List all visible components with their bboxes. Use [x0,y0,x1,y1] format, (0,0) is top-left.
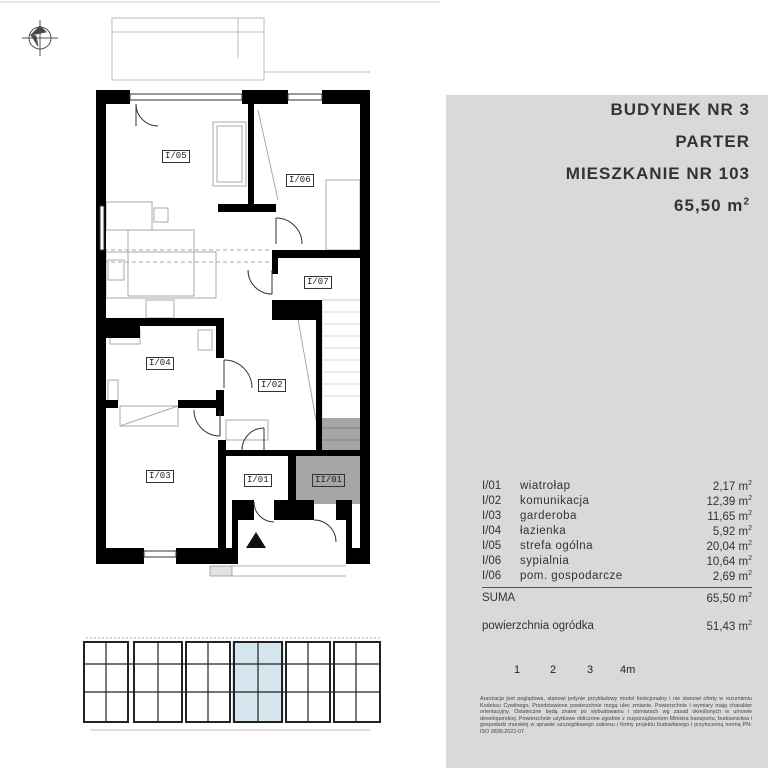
room-row: I/04 łazienka 5,92 $m^2$ [482,525,752,538]
table-divider [482,587,752,588]
apartment-title: MIESZKANIE NR 103 [565,164,750,183]
room-label-i02: I/02 [258,379,286,392]
terrace-outline [112,18,370,80]
scale-label: 3 [587,664,594,676]
room-row: I/06 sypialnia 10,64 $m^2$ [482,555,752,568]
room-row: I/01 wiatrołap 2,17 $m^2$ [482,480,752,493]
room-label-i05: I/05 [162,150,190,163]
scale-label: 2 [550,664,557,676]
room-label-i03: I/03 [146,470,174,483]
key-plan [80,634,386,734]
scale-label: 4m [620,664,636,676]
room-label-i01: I/01 [244,474,272,487]
floor-title: PARTER [675,132,750,151]
room-row: I/05 strefa ogólna 20,04 $m^2$ [482,540,752,553]
building-title: BUDYNEK NR 3 [610,100,750,119]
room-label-i04: I/04 [146,357,174,370]
north-arrow-icon [22,20,58,56]
room-row: I/06 pom. gospodarcze 2,69 $m^2$ [482,570,752,583]
room-label-i06: I/06 [286,174,314,187]
summary-row: SUMA 65,50 $m^2$ [482,592,752,605]
scale-label: 1 [514,664,521,676]
room-row: I/03 garderoba 11,65 $m^2$ [482,510,752,523]
apartment-area: 65,50 $m^2$ [674,196,750,215]
room-row: I/02 komunikacja 12,39 $m^2$ [482,495,752,508]
room-label-ii01: II/01 [312,474,345,487]
room-label-i07: I/07 [304,276,332,289]
garden-row: powierzchnia ogródka 51,43 $m^2$ [482,620,752,633]
disclaimer-text: Aranżacja jest poglądowa, stanowi jedynie przykładowy model funkcjonalny i nie stanowi oferty w rozumieniu Kodeksu Cywilnego. Przedstawione powierzchnie mogą ulec zmianie. Powierzchnie i wymiary mają charakter orientacyjny. Ostateczne będą znane po wybudowaniu i obmiarach wg zasad określonych w umowie deweloperskiej. Powierzchnie użytkowe obliczone zgodnie z rozporządzeniem Ministra transportu, budownictwa i gospodarki morskiej w sprawie szczegółowego zakresu i formy projektu budowlanego i przytoczoną normą PN-ISO 9836:2022-07. [480,696,752,735]
